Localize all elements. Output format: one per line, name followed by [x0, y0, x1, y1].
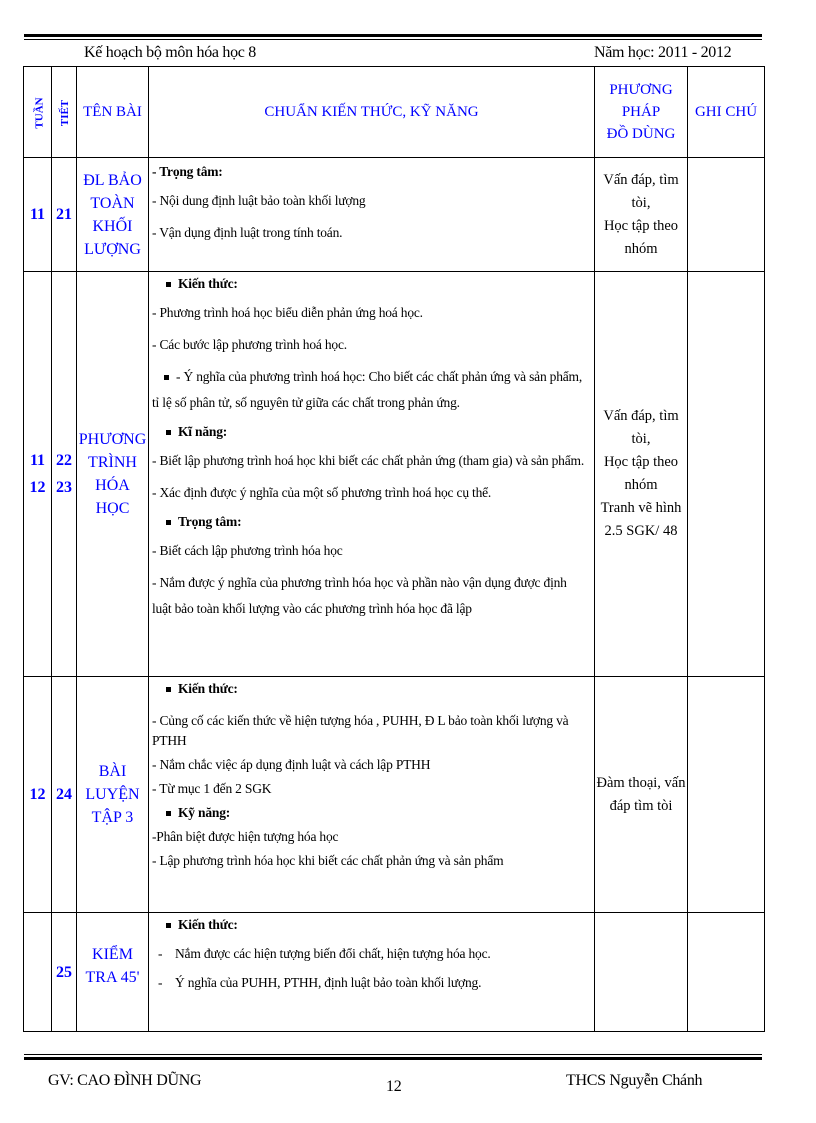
top-rule-thick [24, 34, 762, 37]
teacher-name: GV: CAO ĐÌNH DŨNG [48, 1072, 202, 1089]
knowledge-heading: Kiến thức: [166, 679, 588, 699]
note-cell [688, 677, 765, 913]
note-cell [688, 272, 765, 677]
lesson-cell: KIỂM TRA 45' [77, 913, 149, 1032]
subject-plan-title: Kế hoạch bộ môn hóa học 8 [84, 44, 257, 61]
period-cell: 22 23 [52, 272, 77, 677]
standards-cell: - Trọng tâm: - Nội dung định luật bảo toàn khối lượng - Vận dụng định luật trong tính toán. [149, 158, 595, 272]
skills-heading: Kỹ năng: [166, 803, 588, 823]
lesson-cell: PHƯƠNG TRÌNH HÓA HỌC [77, 272, 149, 677]
header-standards: CHUẨN KIẾN THỨC, KỸ NĂNG [149, 67, 595, 158]
week-cell [24, 913, 52, 1032]
header-week: TUẦN [24, 67, 52, 158]
method-cell [595, 913, 688, 1032]
standards-cell: Kiến thức: - Củng cố các kiến thức về hiện tượng hóa , PUHH, Đ L bảo toàn khối lượng và PTHH - Nắm chắc việc áp dụng định luật và cách lập PTHH - Từ mục 1 đến 2 SGK Kỹ năng: -Phân biệt được hiện tượng hóa học - Lập phương trình hóa học khi biết các chất phản ứng và sản phẩm [149, 677, 595, 913]
standards-cell: Kiến thức: - Nắm được các hiện tượng biến đổi chất, hiện tượng hóa học. - Ý nghĩa của PUHH, PTHH, định luật bảo toàn khối lượng. [149, 913, 595, 1032]
skills-heading: Kĩ năng: [166, 422, 588, 442]
lesson-cell: BÀI LUYỆN TẬP 3 [77, 677, 149, 913]
note-cell [688, 158, 765, 272]
school-year: Năm học: 2011 - 2012 [594, 44, 732, 61]
table-row [24, 677, 765, 913]
table-row [24, 913, 765, 1032]
method-cell: Đàm thoại, vấn đáp tìm tòi [595, 677, 688, 913]
method-cell: Vấn đáp, tìm tòi, Học tập theo nhóm Tranh vẽ hình 2.5 SGK/ 48 [595, 272, 688, 677]
top-rule-thin [24, 39, 762, 40]
week-cell: 12 [24, 677, 52, 913]
lesson-cell: ĐL BẢO TOÀN KHỐI LƯỢNG [77, 158, 149, 272]
period-cell: 21 [52, 158, 77, 272]
bottom-rule-thick [24, 1057, 762, 1060]
focus-heading: - Trọng tâm: [152, 164, 223, 179]
knowledge-heading: Kiến thức: [166, 274, 588, 294]
bottom-rule-thin [24, 1054, 762, 1055]
standards-cell: Kiến thức: - Phương trình hoá học biểu diễn phản ứng hoá học. - Các bước lập phương trình hoá học. - Ý nghĩa của phương trình hoá học: Cho biết các chất phản ứng và sản phẩm, tỉ lệ số phân tử, số nguyên tử giữa các chất trong phản ứng. Kĩ năng: - Biết lập phương trình hoá học khi biết các chất phản ứng (tham gia) và sản phẩm. - Xác định được ý nghĩa của một số phương trình hoá học cụ thể. Trọng tâm: - Biết cách lập phương trình hóa học - Nắm được ý nghĩa của phương trình hóa học và phần nào vận dụng được định luật bảo toàn khối lượng vào các phương trình hóa học đã lập [149, 272, 595, 677]
table-header-row [24, 67, 765, 158]
header-method: PHƯƠNG PHÁP ĐỒ DÙNG [595, 67, 688, 158]
knowledge-heading: Kiến thức: [166, 915, 588, 935]
header-lesson: TÊN BÀI [77, 67, 149, 158]
note-cell [688, 913, 765, 1032]
week-cell: 11 [24, 158, 52, 272]
page-number: 12 [386, 1078, 402, 1095]
header-note: GHI CHÚ [688, 67, 765, 158]
school-name: THCS Nguyễn Chánh [566, 1072, 703, 1089]
week-cell: 11 12 [24, 272, 52, 677]
lesson-plan-table [23, 66, 765, 1032]
method-cell: Vấn đáp, tìm tòi, Học tập theo nhóm [595, 158, 688, 272]
focus-heading: Trọng tâm: [166, 512, 588, 532]
table-row [24, 272, 765, 677]
header-period: TIẾT [52, 67, 77, 158]
table-row [24, 158, 765, 272]
period-cell: 24 [52, 677, 77, 913]
period-cell: 25 [52, 913, 77, 1032]
